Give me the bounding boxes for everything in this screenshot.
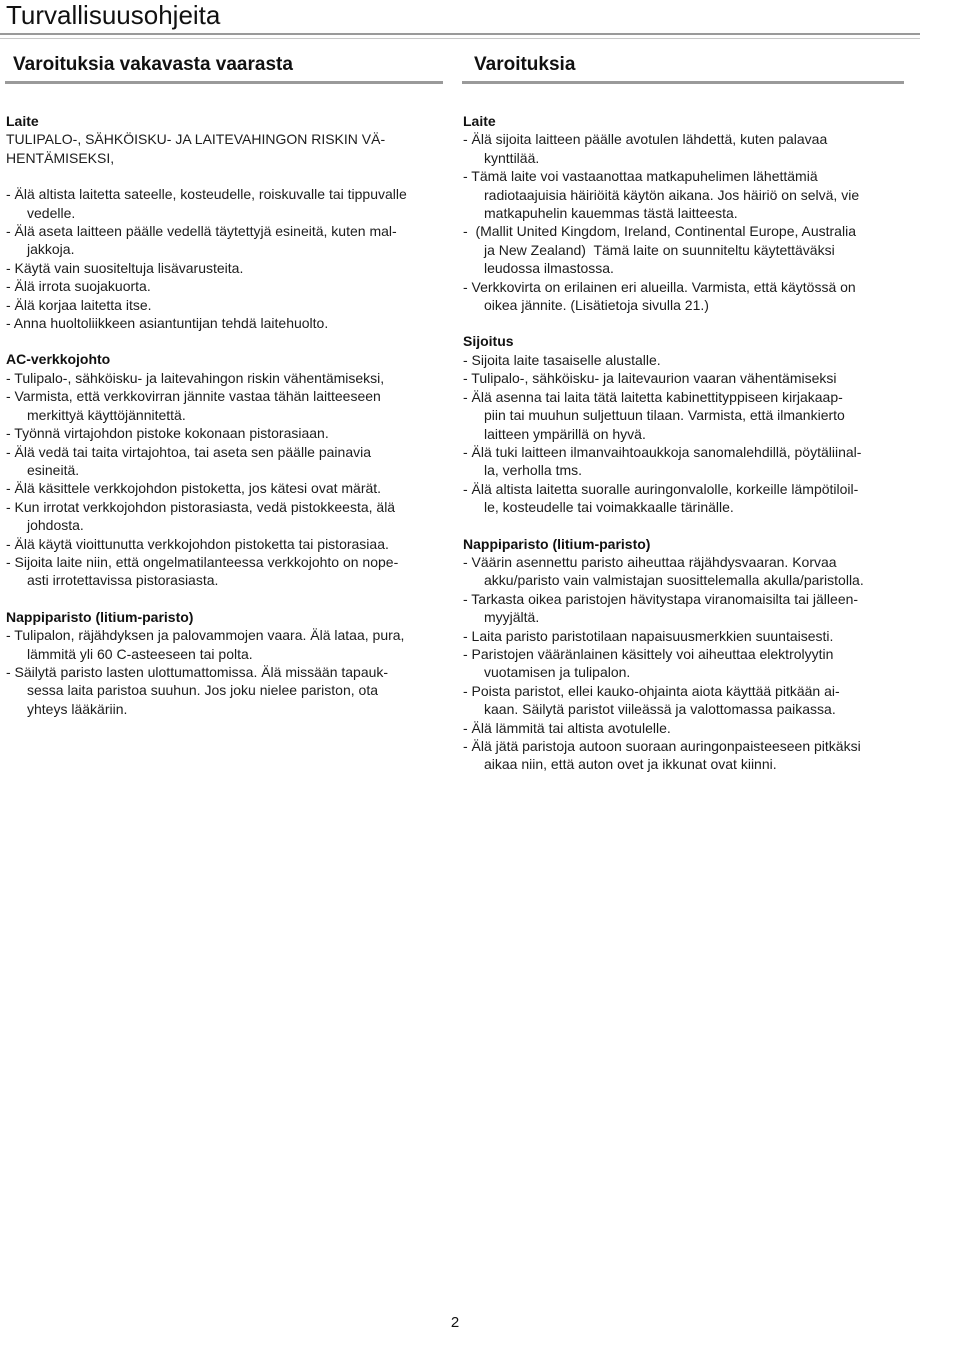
list-item-text: - Kun irrotat verkkojohdon pistorasiasta, vedä pistokkeesta, älä: [6, 498, 396, 515]
section-title: AC-verkkojohto: [6, 351, 111, 368]
list-item-text: - Tarkasta oikea paristojen hävitystapa viranomaisilta tai jälleen-: [463, 590, 859, 607]
list-item-text: - Käytä vain suositeltuja lisävarusteita.: [6, 259, 244, 276]
list-item-text: - Sijoita laite tasaiselle alustalle.: [463, 351, 661, 368]
list-item: [463, 682, 913, 719]
list-item-continuation: yhteys lääkäriin.: [27, 700, 128, 717]
list-item: [6, 443, 446, 480]
warning-list: [6, 185, 446, 332]
list-item: [463, 351, 913, 369]
right-column: [463, 112, 913, 792]
list-item: [6, 535, 446, 553]
list-item-text: - Älä tuki laitteen ilmanvaihtoaukkoja sanomalehdillä, pöytäliinal-: [463, 443, 862, 460]
warning-list: [463, 351, 913, 517]
intro-line: TULIPALO-, SÄHKÖISKU- JA LAITEVAHINGON RISKIN VÄ-: [6, 131, 386, 148]
list-item-continuation: leudossa ilmastossa.: [484, 260, 614, 277]
warning-list: [463, 130, 913, 314]
list-item-continuation: jakkoja.: [27, 241, 75, 258]
section-title: Sijoitus: [463, 333, 514, 350]
list-item-continuation: asti irrotettavissa pistorasiasta.: [27, 572, 219, 589]
list-item-text: - Tulipalo-, sähköisku- ja laitevaurion vaaran vähentämiseksi: [463, 370, 837, 387]
list-item: [6, 424, 446, 442]
list-item-continuation: radiotaajuisia häiriöitä käytön aikana. Jos häiriö on selvä, vie: [484, 186, 860, 203]
list-item-text: - Älä vedä tai taita virtajohtoa, tai aseta sen päälle painavia: [6, 443, 372, 460]
list-item-text: - Älä asenna tai laita tätä laitetta kabinettityppiseen kirjakaap-: [463, 388, 843, 405]
list-item-continuation: vuotamisen ja tulipalon.: [484, 664, 631, 681]
list-item: [6, 479, 446, 497]
list-item: [6, 626, 446, 663]
list-item: [463, 388, 913, 443]
list-item: [463, 222, 913, 277]
list-item-continuation: akku/paristo vain valmistajan suosittelemalla akulla/paristolla.: [484, 572, 864, 589]
left-column: [6, 112, 446, 736]
list-item-continuation: le, kosteudelle tai voimakkaalle tärinälle.: [484, 499, 734, 516]
list-item-continuation: lämmitä yli 60 C-asteeseen tai polta.: [27, 645, 253, 662]
right-column-header: Varoituksia: [462, 50, 904, 84]
list-item: [6, 222, 446, 259]
list-item-text: - Sijoita laite niin, että ongelmatilanteessa verkkojohto on nope-: [6, 553, 399, 570]
section-battery-right: [463, 535, 913, 774]
warning-list: [6, 626, 446, 718]
list-item-text: - Älä käytä vioittunutta verkkojohdon pistoketta tai pistorasiaa.: [6, 535, 389, 552]
list-item-text: - Älä aseta laitteen päälle vedellä täytettyjä esineitä, kuten mal-: [6, 223, 397, 240]
list-item-continuation: merkittyä käyttöjännitettä.: [27, 406, 186, 423]
list-item-text: - Varmista, että verkkovirran jännite vastaa tähän laitteeseen: [6, 388, 381, 405]
list-item: [6, 259, 446, 277]
list-item-text: - Älä jätä paristoja autoon suoraan auringonpaisteeseen pitkäksi: [463, 738, 861, 754]
list-item-text: - Säilytä paristo lasten ulottumattomissa. Älä missään tapauk-: [6, 663, 389, 680]
warning-list: [463, 553, 913, 774]
list-item-text: - Verkkovirta on erilainen eri alueilla. Varmista, että käytössä on: [463, 278, 856, 295]
list-item: [463, 553, 913, 590]
list-item-continuation: kynttilää.: [484, 149, 540, 166]
list-item-text: - Työnnä virtajohdon pistoke kokonaan pistorasiaan.: [6, 425, 329, 442]
list-item-text: - Älä korjaa laitetta itse.: [6, 296, 152, 313]
list-item: [6, 277, 446, 295]
list-item-text: - Älä altista laitetta sateelle, kosteudelle, roiskuvalle tai tippuvalle: [6, 186, 407, 203]
intro-line: HENTÄMISEKSI,: [6, 149, 115, 166]
list-item-continuation: aikaa niin, että auton ovet ja ikkunat ovat kiinni.: [484, 756, 777, 773]
list-item: [6, 553, 446, 590]
list-item-continuation: johdosta.: [27, 517, 84, 534]
list-item: [463, 645, 913, 682]
list-item-continuation: esineitä.: [27, 461, 80, 478]
list-item: [463, 627, 913, 645]
page-title: Turvallisuusohjeita: [6, 0, 221, 30]
list-item-text: - Poista paristot, ellei kauko-ohjainta aiota käyttää pitkään ai-: [463, 682, 840, 699]
list-item: [463, 167, 913, 222]
section-title: Nappiparisto (litium-paristo): [463, 535, 651, 552]
list-item: [463, 737, 913, 774]
list-item: [463, 719, 913, 737]
section-title: Nappiparisto (litium-paristo): [6, 608, 194, 625]
section-sijoitus: [463, 332, 913, 516]
page-number: 2: [450, 1314, 460, 1331]
list-item-text: - Anna huoltoliikkeen asiantuntijan tehdä laitehuolto.: [6, 315, 329, 332]
list-item-text: - Älä käsittele verkkojohdon pistoketta, jos kätesi ovat märät.: [6, 480, 382, 497]
title-rule: [0, 33, 920, 35]
list-item-continuation: piin tai muuhun suljettuun tilaan. Varmista, että ilmankierto: [484, 407, 845, 424]
section-title: Laite: [463, 113, 496, 129]
list-item-text: - Laita paristo paristotilaan napaisuusmerkkien suuntaisesti.: [463, 627, 834, 644]
list-item-text: - Älä altista laitetta suoralle auringonvalolle, korkeille lämpötiloil-: [463, 480, 859, 497]
section-laite-left: [6, 112, 446, 332]
list-item-continuation: ja New Zealand) Tämä laite on suunniteltu käytettäväksi: [484, 241, 835, 258]
list-item-text: - Tulipalon, räjähdyksen ja palovammojen vaara. Älä lataa, pura,: [6, 627, 405, 644]
list-item-text: - Älä sijoita laitteen päälle avotulen lähdettä, kuten palavaa: [463, 131, 828, 148]
list-item-text: - (Mallit United Kingdom, Ireland, Continental Europe, Australia: [463, 223, 856, 240]
list-item-continuation: sessa laita paristoa suuhun. Jos joku nielee pariston, ota: [27, 682, 378, 699]
list-item: [6, 314, 446, 332]
section-laite-right: [463, 112, 913, 314]
list-item: [463, 369, 913, 387]
list-item: [463, 278, 913, 315]
section-ac-cord: [6, 350, 446, 589]
list-item-continuation: oikea jännite. (Lisätietoja sivulla 21.): [484, 297, 709, 314]
list-item-text: - Tulipalo-, sähköisku- ja laitevahingon riskin vähentämiseksi,: [6, 369, 385, 386]
list-item-continuation: matkapuhelin kauemmas tästä laitteesta.: [484, 205, 738, 222]
list-item: [6, 369, 446, 387]
list-item: [463, 130, 913, 167]
list-item: [463, 590, 913, 627]
list-item-continuation: laitteen ympärillä on hyvä.: [484, 425, 646, 442]
list-item: [6, 296, 446, 314]
list-item-continuation: kaan. Säilytä paristot viileässä ja valottomassa paikassa.: [484, 701, 836, 718]
list-item: [463, 443, 913, 480]
left-column-header: Varoituksia vakavasta vaarasta: [5, 50, 443, 84]
list-item-text: - Paristojen vääränlainen käsittely voi aiheuttaa elektrolyytin: [463, 645, 834, 662]
list-item-text: - Älä lämmitä tai altista avotulelle.: [463, 719, 671, 736]
list-item: [6, 498, 446, 535]
list-item-continuation: myyjältä.: [484, 609, 540, 626]
list-item-text: - Tämä laite voi vastaanottaa matkapuhelimen lähettämiä: [463, 168, 818, 185]
list-item: [6, 663, 446, 718]
list-item-text: - Älä irrota suojakuorta.: [6, 278, 151, 295]
list-item: [463, 480, 913, 517]
list-item-continuation: vedelle.: [27, 204, 76, 221]
title-rule-thin: [0, 38, 920, 39]
list-item-continuation: la, verholla tms.: [484, 462, 583, 479]
warning-list: [6, 369, 446, 590]
section-battery-left: [6, 608, 446, 718]
section-title: Laite: [6, 113, 39, 129]
list-item: [6, 185, 446, 222]
list-item: [6, 387, 446, 424]
list-item-text: - Väärin asennettu paristo aiheuttaa räjähdysvaaran. Korvaa: [463, 553, 837, 570]
